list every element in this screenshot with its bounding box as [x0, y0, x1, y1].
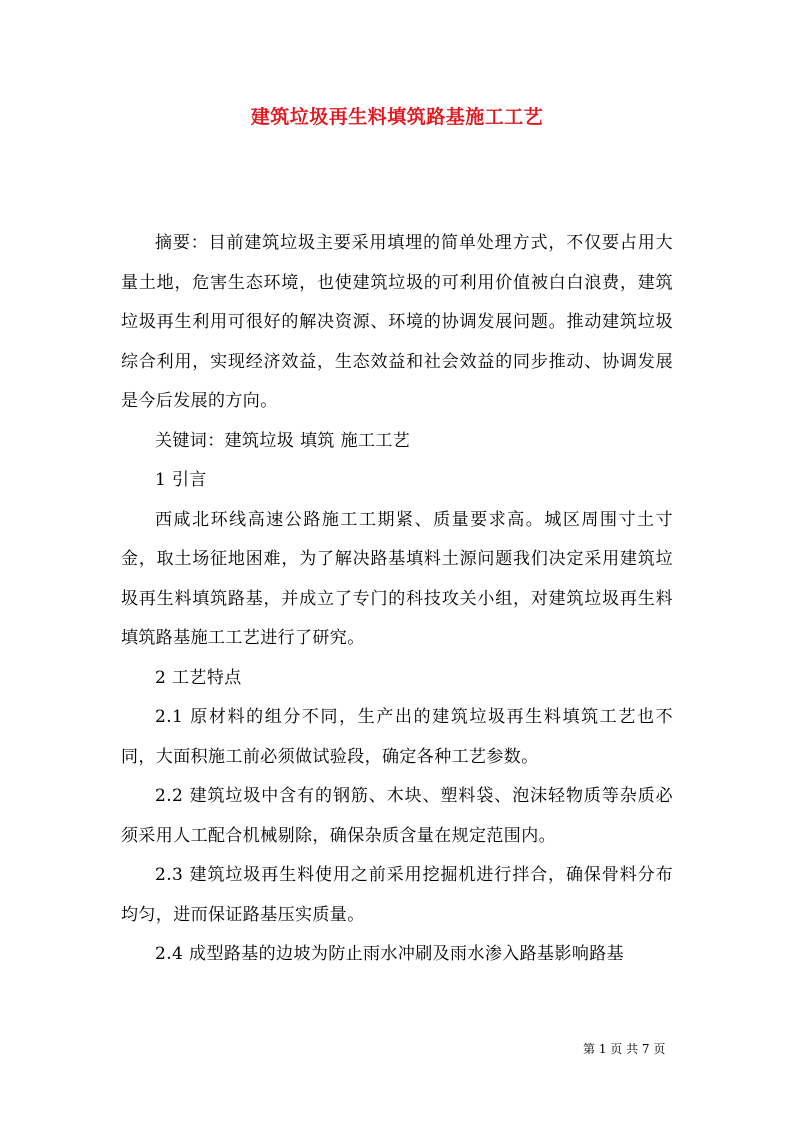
document-body [121, 224, 673, 975]
feature-paragraph-2-1: 2.1 原材料的组分不同，生产出的建筑垃圾再生料填筑工艺也不同，大面积施工前必须做试验段，确定各种工艺参数。 [121, 707, 673, 767]
abstract-paragraph: 摘要：目前建筑垃圾主要采用填埋的简单处理方式，不仅要占用大量土地，危害生态环境，也使建筑垃圾的可利用价值被白白浪费，建筑垃圾再生利用可很好的解决资源、环境的协调发展问题。推动建筑垃圾综合利用，实现经济效益，生态效益和社会效益的同步推动、协调发展是今后发展的方向。 [121, 233, 673, 411]
feature-paragraph-2-2: 2.2 建筑垃圾中含有的钢筋、木块、塑料袋、泡沫轻物质等杂质必须采用人工配合机械剔除，确保杂质含量在规定范围内。 [121, 786, 673, 846]
document-title: 建筑垃圾再生料填筑路基施工工艺 [250, 106, 544, 128]
section-heading-process-features: 2 工艺特点 [155, 667, 242, 688]
feature-paragraph-2-4: 2.4 成型路基的边坡为防止雨水冲刷及雨水渗入路基影响路基 [155, 944, 625, 964]
introduction-paragraph: 西咸北环线高速公路施工工期紧、质量要求高。城区周围寸土寸金，取土场征地困难，为了解决路基填料土源问题我们决定采用建筑垃圾再生料填筑路基，并成立了专门的科技攻关小组，对建筑垃圾再生料填筑路基施工工艺进行了研究。 [121, 509, 673, 648]
keywords-paragraph: 关键词：建筑垃圾 填筑 施工工艺 [155, 430, 411, 451]
page-number-footer: 第 1 页 共 7 页 [583, 1042, 666, 1056]
feature-paragraph-2-3: 2.3 建筑垃圾再生料使用之前采用挖掘机进行拌合，确保骨料分布均匀，进而保证路基压实质量。 [121, 865, 673, 925]
section-heading-introduction: 1 引言 [155, 470, 207, 490]
